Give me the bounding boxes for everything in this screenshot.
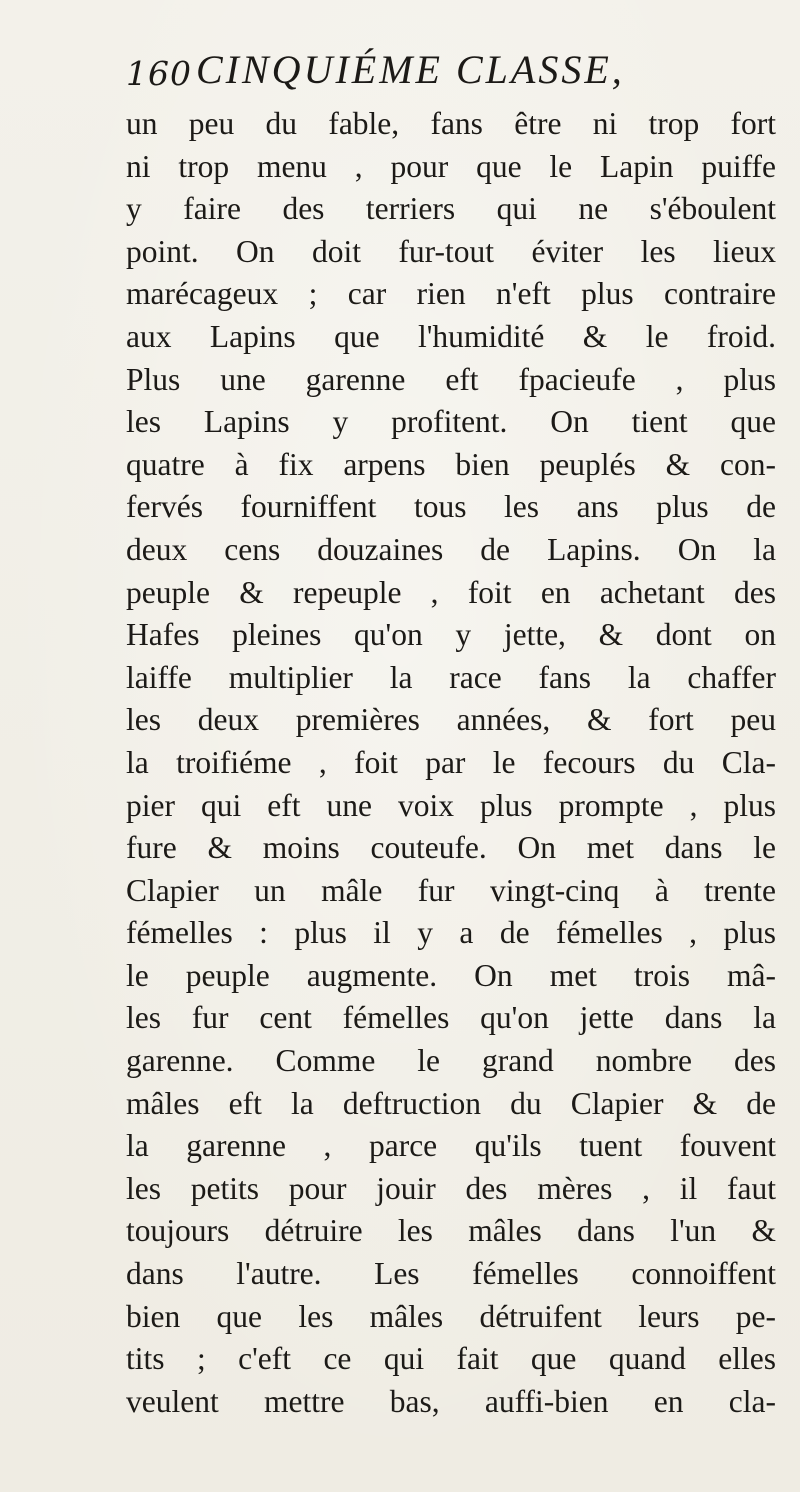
text-line: quatre à fix arpens bien peuplés & con- — [126, 446, 776, 482]
text-line: y faire des terriers qui ne s'éboulent — [126, 191, 776, 227]
text-line: deux cens douzaines de Lapins. On la — [126, 531, 776, 567]
page-number: 160 — [126, 54, 192, 93]
text-line: fervés fourniffent tous les ans plus de — [126, 489, 776, 525]
body-text — [126, 103, 776, 1423]
text-line: toujours détruire les mâles dans l'un & — [126, 1213, 776, 1249]
running-head: CINQUIÉME CLASSE, — [196, 47, 625, 92]
text-line: point. On doit fur-tout éviter les lieux — [126, 233, 776, 269]
text-line: veulent mettre bas, auffi-bien en cla- — [126, 1383, 776, 1419]
text-line: garenne. Comme le grand nombre des — [126, 1043, 776, 1079]
text-line: Plus une garenne eft fpacieufe , plus — [126, 361, 776, 397]
text-line: Hafes pleines qu'on y jette, & dont on — [126, 617, 776, 653]
text-line: fémelles : plus il y a de fémelles , plus — [126, 915, 776, 951]
text-line: les Lapins y profitent. On tient que — [126, 404, 776, 440]
text-line: les petits pour jouir des mères , il faut — [126, 1170, 776, 1206]
text-line: mâles eft la deftruction du Clapier & de — [126, 1085, 776, 1121]
text-line: un peu du fable, fans être ni trop fort — [126, 106, 776, 141]
text-line: fure & moins couteufe. On met dans le — [126, 830, 776, 866]
text-line: dans l'autre. Les fémelles connoiffent — [126, 1256, 776, 1292]
text-line: les fur cent fémelles qu'on jette dans la — [126, 1000, 776, 1036]
text-line: la troifiéme , foit par le fecours du Cla- — [126, 744, 776, 780]
text-line: aux Lapins que l'humidité & le froid. — [126, 318, 776, 354]
text-line: tits ; c'eft ce qui fait que quand elles — [126, 1341, 776, 1377]
text-line: Clapier un mâle fur vingt-cinq à trente — [126, 872, 776, 908]
text-line: pier qui eft une voix plus prompte , plus — [126, 787, 776, 823]
text-line: bien que les mâles détruifent leurs pe- — [126, 1298, 776, 1334]
text-line: le peuple augmente. On met trois mâ- — [126, 957, 776, 993]
page-header — [126, 46, 766, 96]
text-line: les deux premières années, & fort peu — [126, 702, 776, 738]
text-line: ni trop menu , pour que le Lapin puiffe — [126, 148, 776, 184]
text-line: laiffe multiplier la race fans la chaffer — [126, 659, 776, 695]
text-line: marécageux ; car rien n'eft plus contraire — [126, 276, 776, 312]
text-line: peuple & repeuple , foit en achetant des — [126, 574, 776, 610]
text-line: la garenne , parce qu'ils tuent fouvent — [126, 1128, 776, 1164]
